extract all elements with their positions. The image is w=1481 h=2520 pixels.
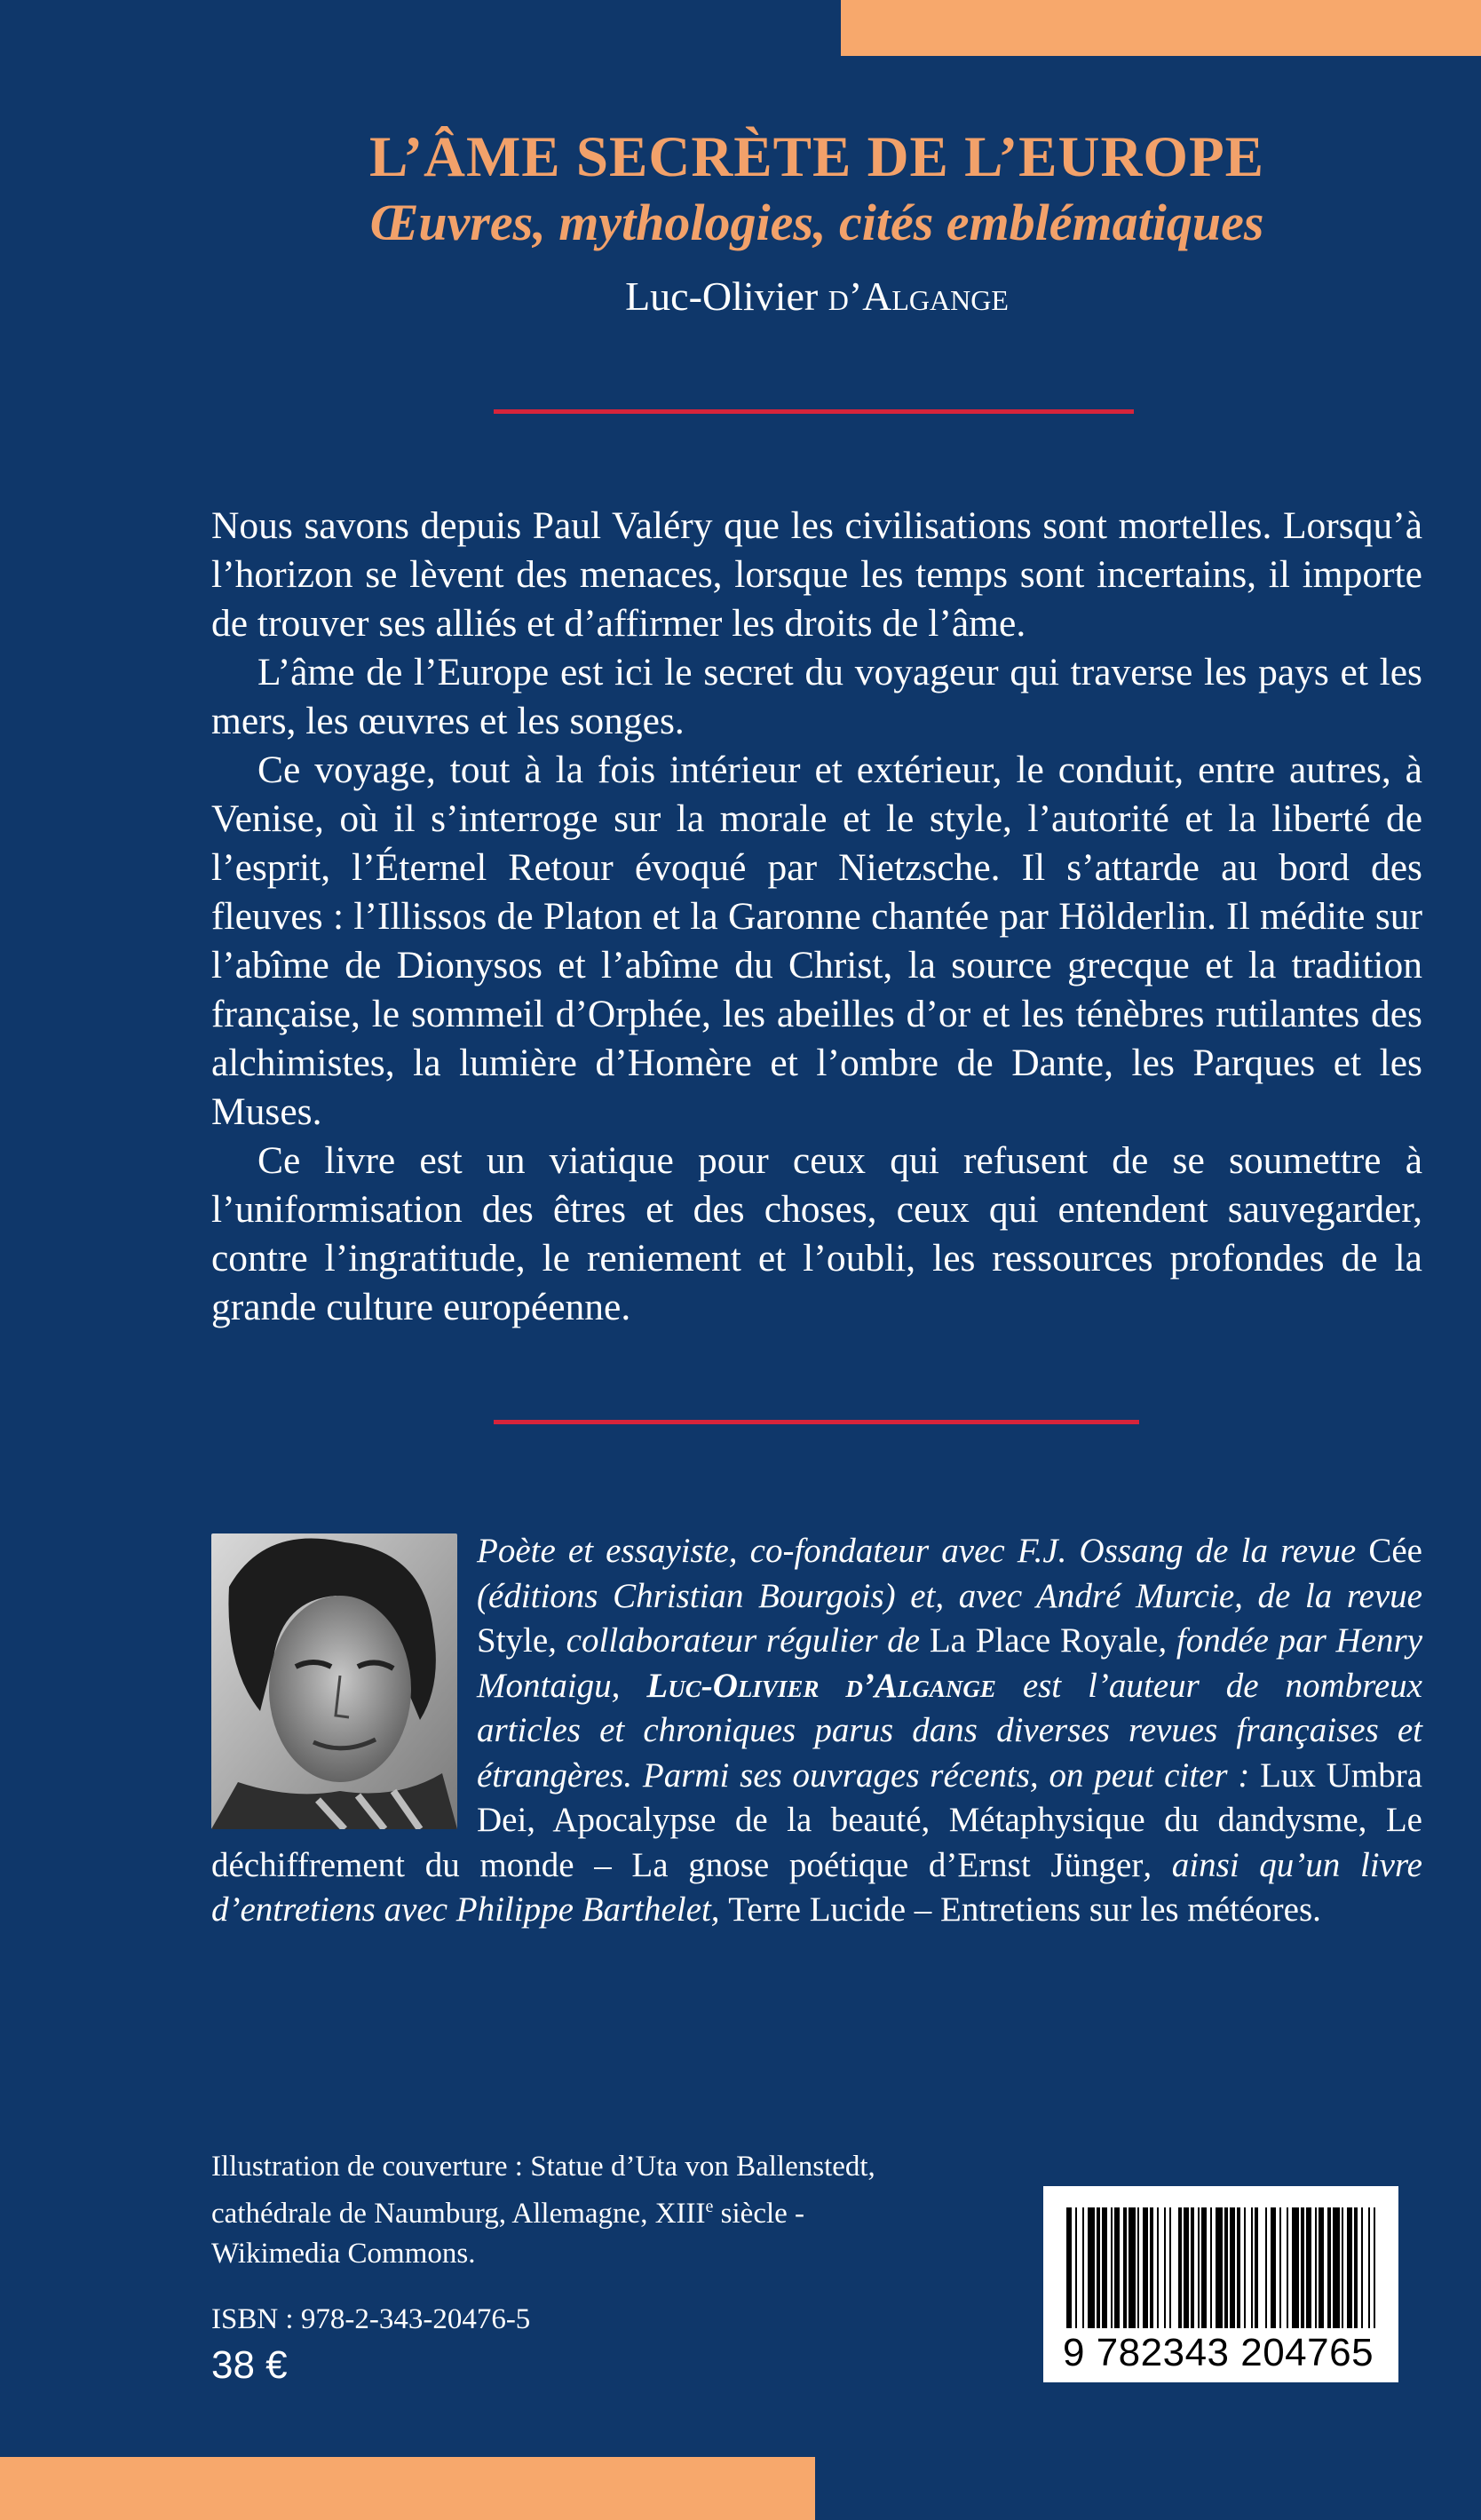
barcode-bar xyxy=(1224,2207,1228,2328)
barcode-bar xyxy=(1066,2207,1072,2328)
blurb-paragraph: Ce voyage, tout à la fois intérieur et extérieur, le conduit, entre autres, à Venise, où il s’interroge sur la morale et le style, l’autorité et la liberté de l’esprit, l’Éternel Retour évoqué par Nietzsche. Il s’attarde au bord des fleuves : l’Illissos de Platon et la Garonne chantée par Hölderlin. Il médite sur l’abîme de Dionysos et l’abîme du Christ, la source grecque et la tradition française, le sommeil d’Orphée, les abeilles d’or et les ténèbres rutilantes des alchimistes, la lumière d’Homère et l’ombre de Dante, les Parques et les Muses. xyxy=(211,749,1422,1133)
barcode-bar xyxy=(1374,2207,1375,2328)
barcode-bar xyxy=(1216,2207,1223,2328)
blurb-paragraph: Nous savons depuis Paul Valéry que les civilisations sont mortelles. Lorsqu’à l’horizon se lèvent des menaces, lorsque les temps sont incertains, il importe de trouver ses alliés et d’affirmer les droits de l’âme. xyxy=(211,504,1422,645)
bio-text: La Place Royale xyxy=(929,1621,1159,1660)
book-author xyxy=(195,273,1438,320)
barcode-bar xyxy=(1178,2207,1182,2328)
book-title: L’ÂME SECRÈTE DE L’EUROPE xyxy=(368,125,1265,189)
barcode-bar xyxy=(1279,2207,1281,2328)
credits-line xyxy=(211,2187,922,2234)
barcode-bar xyxy=(1164,2207,1166,2328)
cover-credits xyxy=(211,2147,922,2274)
bio-text: Terre Lucide – Entretiens sur les météores. xyxy=(728,1890,1321,1929)
barcode-bar xyxy=(1082,2207,1084,2328)
barcode-bar xyxy=(1251,2207,1253,2328)
barcode-bar xyxy=(1306,2207,1311,2328)
author-bio xyxy=(211,1529,1422,1933)
divider-bottom xyxy=(494,1420,1139,1424)
credits-line: Wikimedia Commons. xyxy=(211,2238,476,2270)
author-photo xyxy=(211,1533,457,1829)
blurb-paragraph: L’âme de l’Europe est ici le secret du voyageur qui traverse les pays et les mers, les œuvres et les songes. xyxy=(211,651,1422,742)
barcode-bar xyxy=(1265,2207,1267,2328)
bio-text: , collaborateur régulier de xyxy=(548,1621,930,1660)
barcode-bar xyxy=(1354,2207,1358,2328)
top-orange-band xyxy=(841,0,1481,56)
blurb xyxy=(211,502,1422,1332)
credits-text: siècle - xyxy=(713,2198,805,2230)
barcode-bar xyxy=(1088,2207,1095,2328)
barcode-bar xyxy=(1237,2207,1240,2328)
bio-author-name: Luc-Olivier d’Algange xyxy=(646,1666,996,1705)
barcode-bar xyxy=(1184,2207,1189,2328)
barcode-bar xyxy=(1333,2207,1340,2328)
barcode-bar xyxy=(1255,2207,1258,2328)
barcode-bar xyxy=(1315,2207,1317,2328)
barcode-bar xyxy=(1201,2207,1207,2328)
barcode-bar xyxy=(1287,2207,1288,2328)
barcode-bar xyxy=(1129,2207,1136,2328)
barcode-bar xyxy=(1292,2207,1299,2328)
barcode-bar xyxy=(1143,2207,1148,2328)
author-first-name: Luc-Olivier xyxy=(625,273,828,319)
barcode-digits: 9 782343 204765 xyxy=(1063,2331,1374,2374)
bio-text: Cée xyxy=(1368,1532,1422,1570)
barcode-bar xyxy=(1097,2207,1100,2328)
barcode-bar xyxy=(1347,2207,1352,2328)
blurb-paragraph: Ce livre est un viatique pour ceux qui refusent de se soumettre à l’uniformisation des êtres et des choses, ceux qui entendent sauvegarder, contre l’ingratitude, le reniement et l’oubli, les ressources profondes de la grande culture européenne. xyxy=(211,1139,1422,1328)
barcode-bar xyxy=(1319,2207,1324,2328)
barcode-bar xyxy=(1191,2207,1194,2328)
bio-text: , ainsi qu’un livre d’entretiens avec Philippe Barthelet, xyxy=(211,1845,1422,1929)
barcode-bar xyxy=(1361,2207,1363,2328)
divider-top xyxy=(494,409,1134,414)
isbn: ISBN : 978-2-343-20476-5 xyxy=(211,2303,531,2335)
credits-line: Illustration de couverture : Statue d’Uta von Ballenstedt, xyxy=(211,2151,875,2183)
barcode-bar xyxy=(1327,2207,1331,2328)
barcode-bar xyxy=(1271,2207,1276,2328)
barcode-bar xyxy=(1301,2207,1304,2328)
barcode-bar xyxy=(1137,2207,1139,2328)
barcode-bar xyxy=(1150,2207,1153,2328)
barcode-bar xyxy=(1169,2207,1171,2328)
barcode xyxy=(1043,2186,1398,2382)
bio-text: (éditions Christian Bourgois) et, avec André Murcie, de la revue xyxy=(477,1576,1422,1615)
barcode-bar xyxy=(1102,2207,1107,2328)
author-last-name: d’Algange xyxy=(828,273,1009,319)
bio-text: Poète et essayiste, co-fondateur avec F.J. Ossang de la revue xyxy=(477,1532,1369,1570)
barcode-bar xyxy=(1123,2207,1127,2328)
bottom-orange-band xyxy=(0,2457,815,2520)
barcode-bars xyxy=(1043,2186,1398,2333)
barcode-bar xyxy=(1114,2207,1120,2328)
barcode-bar xyxy=(1230,2207,1235,2328)
barcode-bar xyxy=(1157,2207,1159,2328)
barcode-bar xyxy=(1111,2207,1113,2328)
bio-text: Lux Umbra Dei, Apocalypse de la beauté, Métaphysique du dandysme, Le déchiffrement du monde – La gnose poétique d’Ernst Jünger xyxy=(211,1755,1422,1884)
credits-text: cathédrale de Naumburg, Allemagne, XIII xyxy=(211,2198,706,2230)
bio-text: , fondée par Henry Montaigu, xyxy=(477,1621,1423,1705)
credits-sup: e xyxy=(705,2197,714,2216)
bio-text: est l’auteur de nombreux articles et chroniques parus dans diverses revues françaises et étrangères. Parmi ses ouvrages récents, on peut citer : xyxy=(477,1666,1422,1795)
barcode-bar xyxy=(1244,2207,1246,2328)
book-subtitle: Œuvres, mythologies, cités emblématiques xyxy=(369,194,1264,251)
bio-text: Style xyxy=(477,1621,549,1660)
barcode-bar xyxy=(1210,2207,1212,2328)
barcode-bar xyxy=(1075,2207,1077,2328)
price: 38 € xyxy=(211,2343,288,2387)
barcode-bar xyxy=(1342,2207,1343,2328)
barcode-bar xyxy=(1198,2207,1200,2328)
barcode-bar xyxy=(1368,2207,1370,2328)
